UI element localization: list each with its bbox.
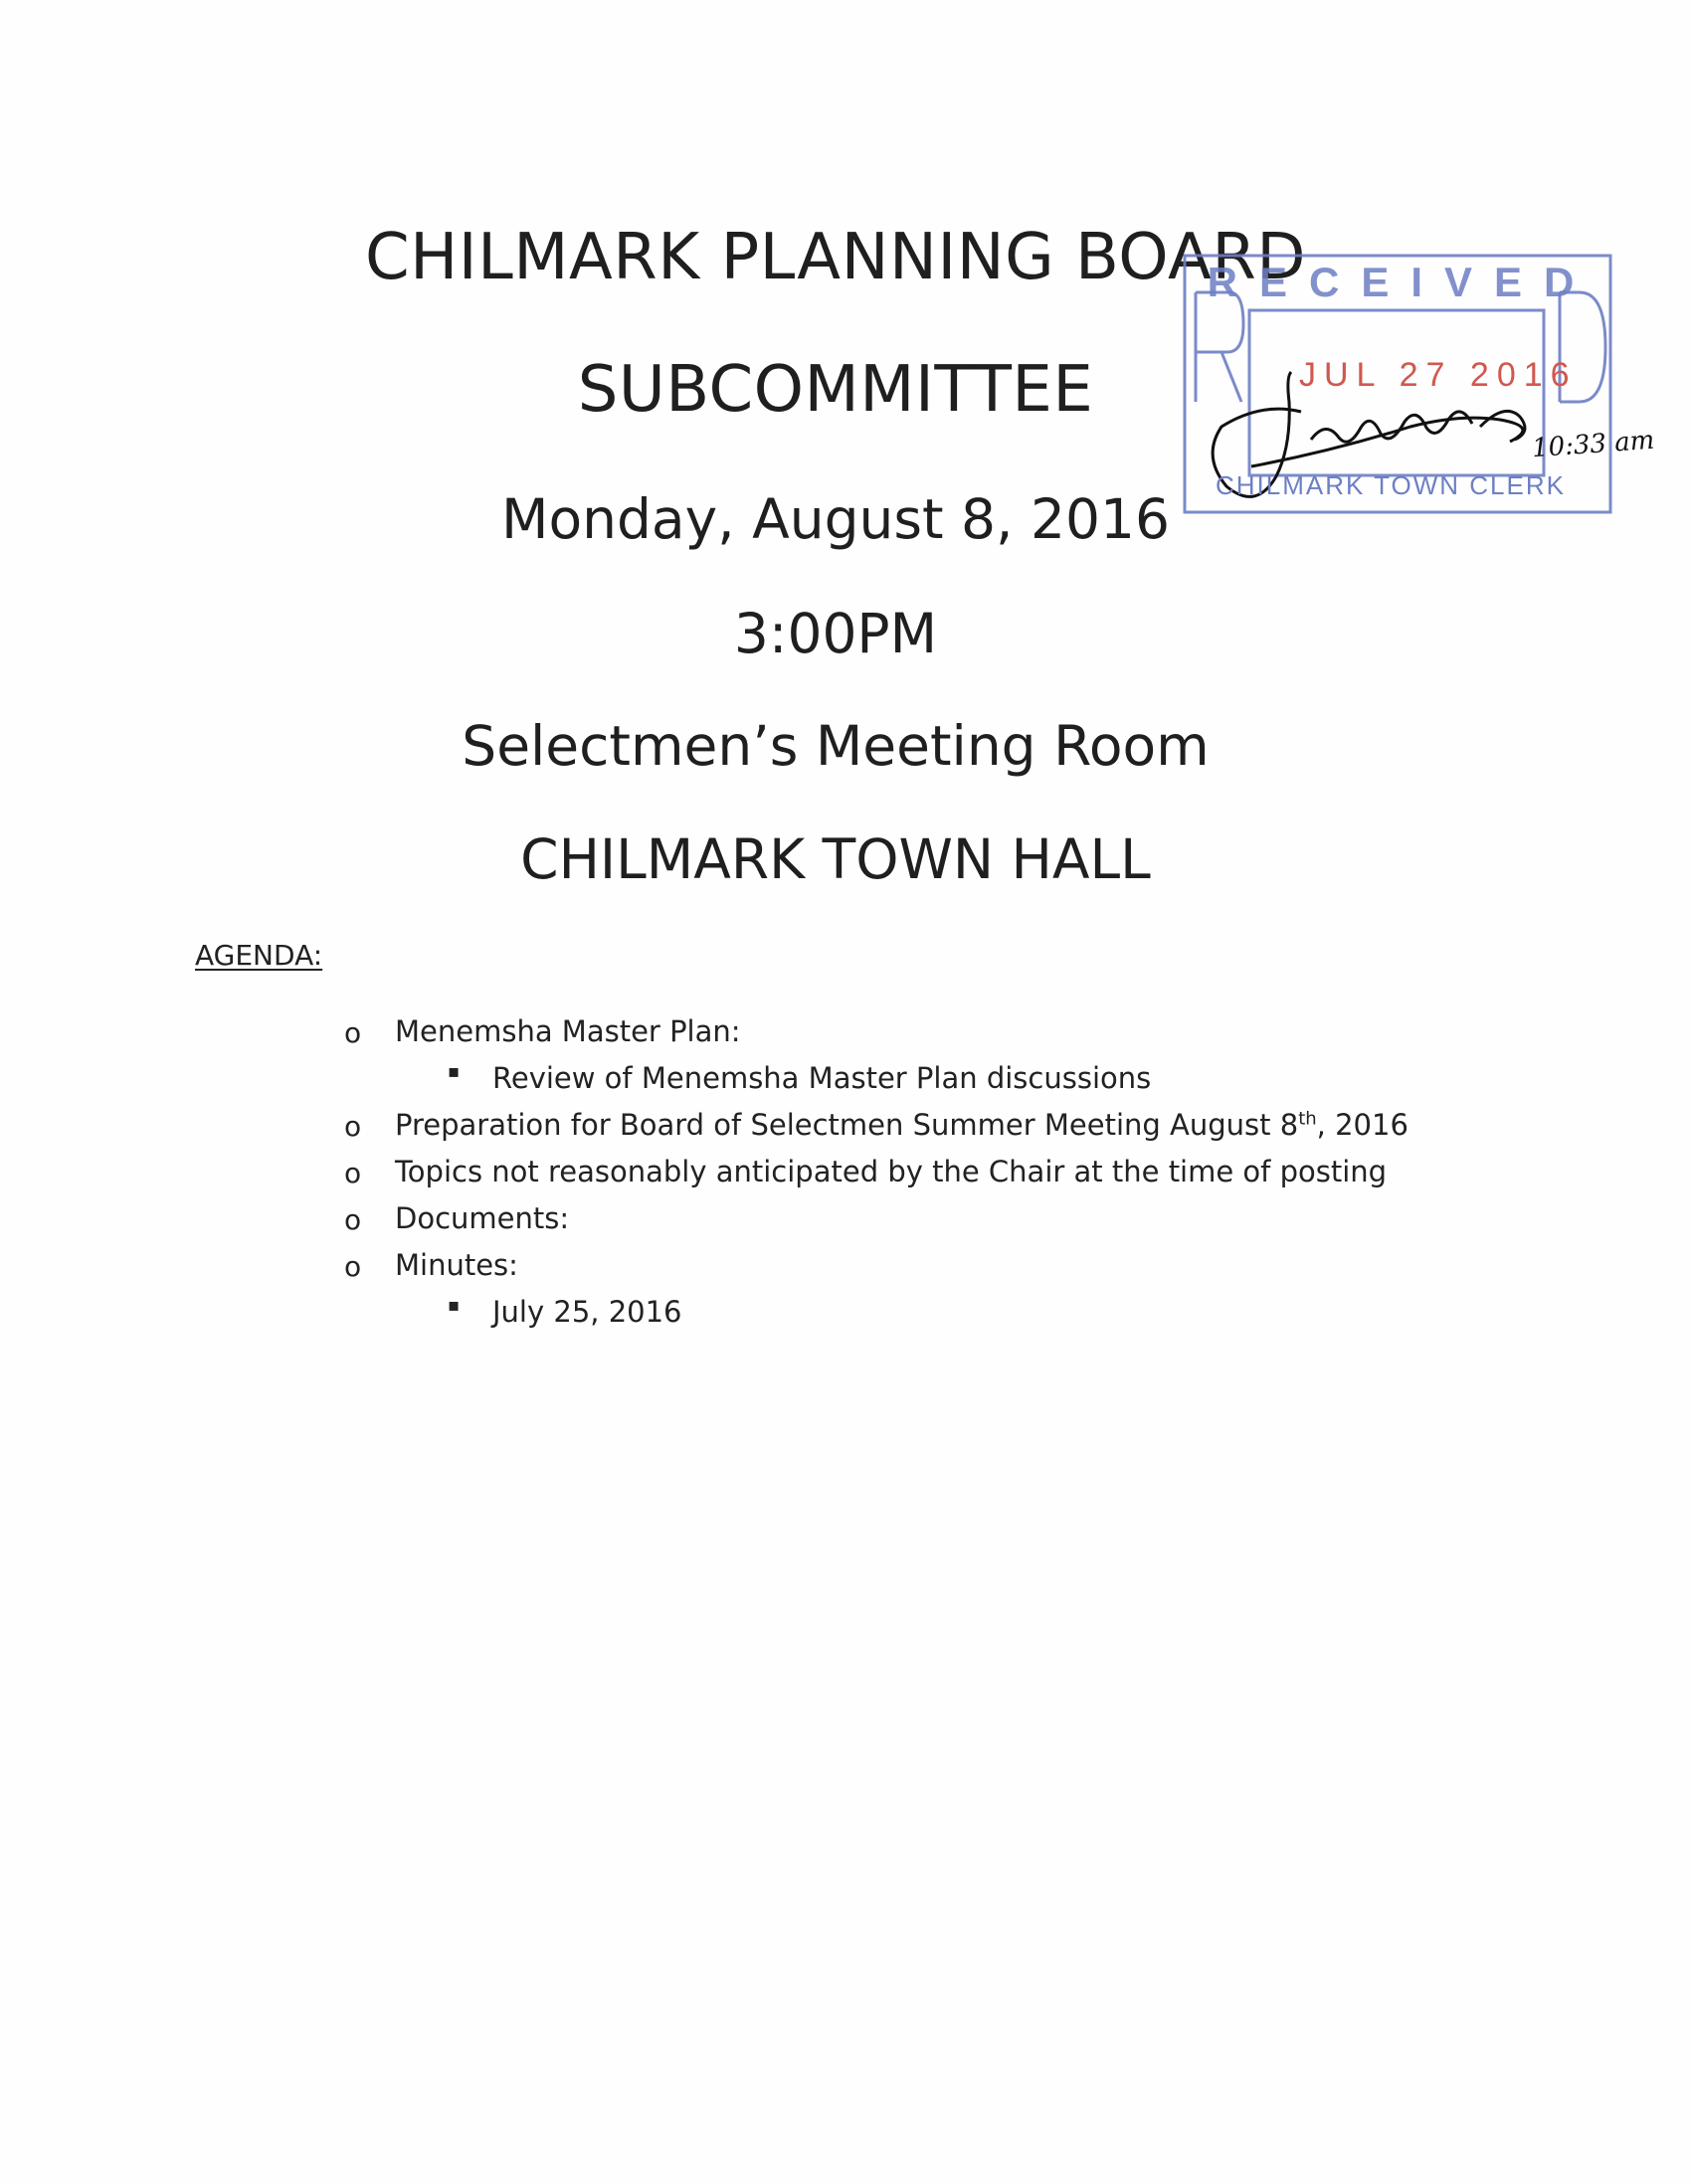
meeting-location: CHILMARK TOWN HALL xyxy=(520,827,1151,891)
circle-bullet-icon: o xyxy=(344,1016,362,1049)
stamp-received-text: RECEIVED xyxy=(1207,259,1597,305)
circle-bullet-icon: o xyxy=(344,1250,362,1283)
stamp-clerk-text: CHILMARK TOWN CLERK xyxy=(1216,470,1566,500)
agenda-subitem xyxy=(0,1295,1691,1342)
circle-bullet-icon: o xyxy=(344,1110,362,1143)
agenda-item-text-tail: , 2016 xyxy=(1316,1108,1409,1142)
agenda-subitem-text: July 25, 2016 xyxy=(492,1295,682,1329)
stamp-handwritten-time: 10:33 am xyxy=(1531,425,1656,464)
document-subtitle: SUBCOMMITTEE xyxy=(577,353,1094,427)
agenda-label: AGENDA: xyxy=(195,939,323,972)
agenda-item xyxy=(0,1201,1691,1248)
ordinal-suffix: th xyxy=(1298,1108,1317,1130)
agenda-item xyxy=(0,1248,1691,1295)
meeting-date: Monday, August 8, 2016 xyxy=(501,487,1170,551)
agenda-item-text: Menemsha Master Plan: xyxy=(395,1014,741,1048)
meeting-room: Selectmen’s Meeting Room xyxy=(462,714,1210,778)
agenda-item xyxy=(0,1108,1691,1155)
agenda-subitem-text: Review of Menemsha Master Plan discussions xyxy=(492,1061,1152,1095)
circle-bullet-icon: o xyxy=(344,1203,362,1236)
agenda-item-text-main: Preparation for Board of Selectmen Summer Meeting August 8 xyxy=(395,1108,1299,1142)
received-stamp xyxy=(1182,253,1656,527)
stamp-date: JUL 27 2016 xyxy=(1299,356,1578,394)
agenda-subitem xyxy=(0,1061,1691,1108)
agenda-item-text: Topics not reasonably anticipated by the Chair at the time of posting xyxy=(395,1155,1388,1188)
agenda-item xyxy=(0,1155,1691,1201)
square-bullet-icon: ▪ xyxy=(448,1295,461,1316)
document-title: CHILMARK PLANNING BOARD xyxy=(364,221,1307,294)
circle-bullet-icon: o xyxy=(344,1157,362,1189)
agenda-item-text xyxy=(395,1108,1409,1142)
agenda-item-text: Minutes: xyxy=(395,1248,518,1282)
agenda-item-text: Documents: xyxy=(395,1201,570,1235)
square-bullet-icon: ▪ xyxy=(448,1061,461,1082)
agenda-list xyxy=(0,1014,1691,1342)
agenda-item xyxy=(0,1014,1691,1061)
meeting-time: 3:00PM xyxy=(733,602,938,665)
